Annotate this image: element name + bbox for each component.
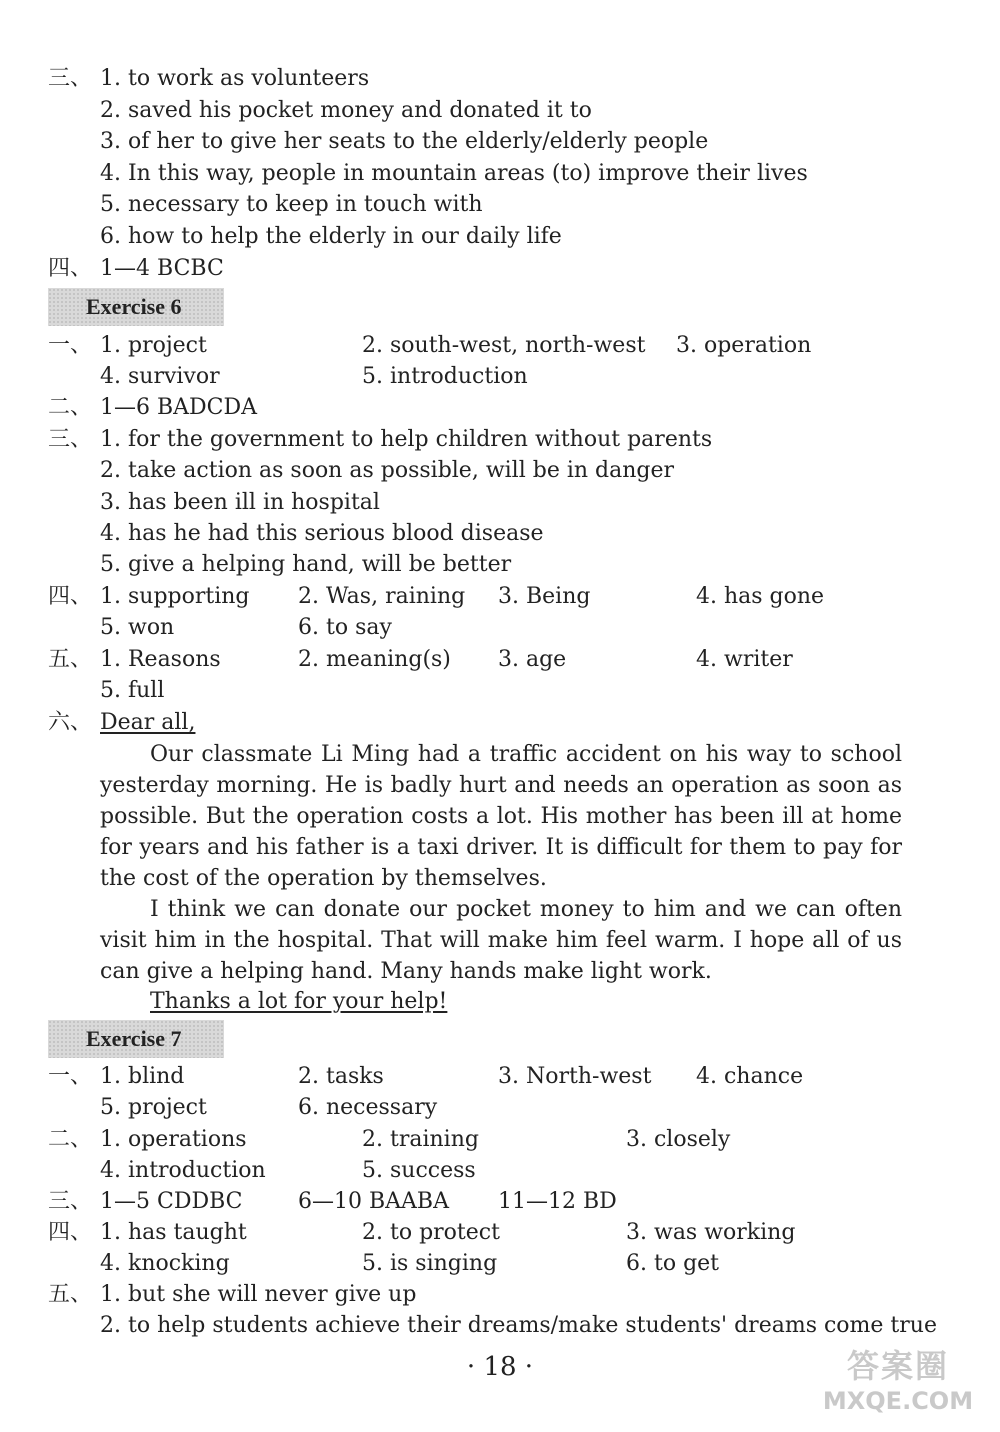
answer-item: 3. age bbox=[498, 647, 567, 672]
section-label-wu: 五、 bbox=[48, 1282, 93, 1307]
answer-line: 4. has he had this serious blood disease bbox=[100, 521, 544, 546]
section-label-er: 二、 bbox=[48, 395, 93, 420]
answer-item: 5. success bbox=[362, 1158, 476, 1183]
answer-item: 4. introduction bbox=[100, 1158, 266, 1183]
answer-item: 4. has gone bbox=[696, 584, 825, 609]
exercise-7-header bbox=[48, 1020, 224, 1058]
answer-item: 2. south-west, north-west bbox=[362, 333, 646, 358]
section-label-san: 三、 bbox=[48, 1189, 93, 1214]
answer-item: 5. won bbox=[100, 615, 175, 640]
answer-item: 4. writer bbox=[696, 647, 793, 672]
answer-line: 1. to work as volunteers bbox=[100, 66, 370, 91]
answer-line: 5. give a helping hand, will be better bbox=[100, 552, 512, 577]
answer-item: 6. to say bbox=[298, 615, 392, 640]
section-label-si: 四、 bbox=[48, 256, 93, 281]
answer-item: 1. supporting bbox=[100, 584, 250, 609]
section-label-si: 四、 bbox=[48, 1220, 93, 1245]
answer-item: 4. chance bbox=[696, 1064, 804, 1089]
watermark-bottom-text: MXQE.COM bbox=[822, 1387, 974, 1415]
exercise-6-title: Exercise 6 bbox=[86, 294, 182, 319]
page-number: · 18 · bbox=[466, 1352, 534, 1382]
answer-item: 2. to protect bbox=[362, 1220, 500, 1245]
answer-item: 11—12 BD bbox=[498, 1189, 617, 1214]
answer-item: 1. Reasons bbox=[100, 647, 221, 672]
letter-paragraph: Our classmate Li Ming had a traffic accident on his way to school yesterday morning. He is badly hurt and needs an operation as soon as possible. But the operation costs a lot. His mother has been ill at home for years and his father is a taxi driver. It is difficult for them to pay for the cost of the operation by themselves. bbox=[100, 742, 902, 891]
answer-item: 3. North-west bbox=[498, 1064, 652, 1089]
answer-item: 1. has taught bbox=[100, 1220, 247, 1245]
section-label-san: 三、 bbox=[48, 66, 93, 91]
answer-line: 1—4 BCBC bbox=[100, 256, 224, 281]
answer-item: 2. training bbox=[362, 1127, 479, 1152]
answer-item: 3. operation bbox=[676, 333, 812, 358]
section-label-liu: 六、 bbox=[48, 710, 93, 735]
section-label-yi: 一、 bbox=[48, 1064, 93, 1089]
section-label-er: 二、 bbox=[48, 1127, 93, 1152]
answer-line: 1. for the government to help children without parents bbox=[100, 427, 713, 452]
answer-item: 6. necessary bbox=[298, 1095, 438, 1120]
answer-line: 1. but she will never give up bbox=[100, 1282, 417, 1307]
answer-item: 3. closely bbox=[626, 1127, 731, 1152]
answer-item: 3. Being bbox=[498, 584, 591, 609]
answer-item: 6. to get bbox=[626, 1251, 720, 1276]
watermark-top-text: 答案圈 bbox=[846, 1347, 949, 1385]
answer-item: 5. project bbox=[100, 1095, 207, 1120]
answer-line: 2. saved his pocket money and donated it to bbox=[100, 98, 592, 123]
answer-item: 4. survivor bbox=[100, 364, 220, 389]
exercise-7-title: Exercise 7 bbox=[86, 1026, 182, 1051]
answer-line: 2. to help students achieve their dreams/make students' dreams come true bbox=[100, 1313, 937, 1338]
watermark-logo bbox=[808, 1344, 988, 1420]
answer-item: 4. knocking bbox=[100, 1251, 230, 1276]
answer-line: 3. has been ill in hospital bbox=[100, 490, 380, 515]
answer-item: 2. meaning(s) bbox=[298, 647, 451, 672]
answer-line: 2. take action as soon as possible, will be in danger bbox=[100, 458, 675, 483]
answer-line: 4. In this way, people in mountain areas (to) improve their lives bbox=[100, 161, 808, 186]
letter-closing: Thanks a lot for your help! bbox=[150, 989, 448, 1014]
answer-line: 3. of her to give her seats to the elderly/elderly people bbox=[100, 129, 709, 154]
section-label-wu: 五、 bbox=[48, 647, 93, 672]
answer-item: 3. was working bbox=[626, 1220, 796, 1245]
answer-item: 2. tasks bbox=[298, 1064, 384, 1089]
answer-item: 1. blind bbox=[100, 1064, 185, 1089]
answer-item: 5. introduction bbox=[362, 364, 528, 389]
section-label-si: 四、 bbox=[48, 584, 93, 609]
answer-item: 2. Was, raining bbox=[298, 584, 466, 609]
answer-item: 5. is singing bbox=[362, 1251, 498, 1276]
answer-line: 1—6 BADCDA bbox=[100, 395, 258, 420]
answer-item: 1. operations bbox=[100, 1127, 247, 1152]
answer-item: 5. full bbox=[100, 678, 165, 703]
answer-item: 1—5 CDDBC bbox=[100, 1189, 243, 1214]
letter-body bbox=[100, 739, 902, 987]
section-label-yi: 一、 bbox=[48, 333, 93, 358]
answer-line: 6. how to help the elderly in our daily life bbox=[100, 224, 562, 249]
answer-line: 5. necessary to keep in touch with bbox=[100, 192, 483, 217]
letter-paragraph: I think we can donate our pocket money to him and we can often visit him in the hospital. That will make him feel warm. I hope all of us can give a helping hand. Many hands make light work. bbox=[100, 897, 902, 984]
answer-item: 6—10 BAABA bbox=[298, 1189, 449, 1214]
letter-greeting: Dear all, bbox=[100, 710, 196, 735]
exercise-6-header bbox=[48, 288, 224, 326]
section-label-san: 三、 bbox=[48, 427, 93, 452]
answer-item: 1. project bbox=[100, 333, 207, 358]
